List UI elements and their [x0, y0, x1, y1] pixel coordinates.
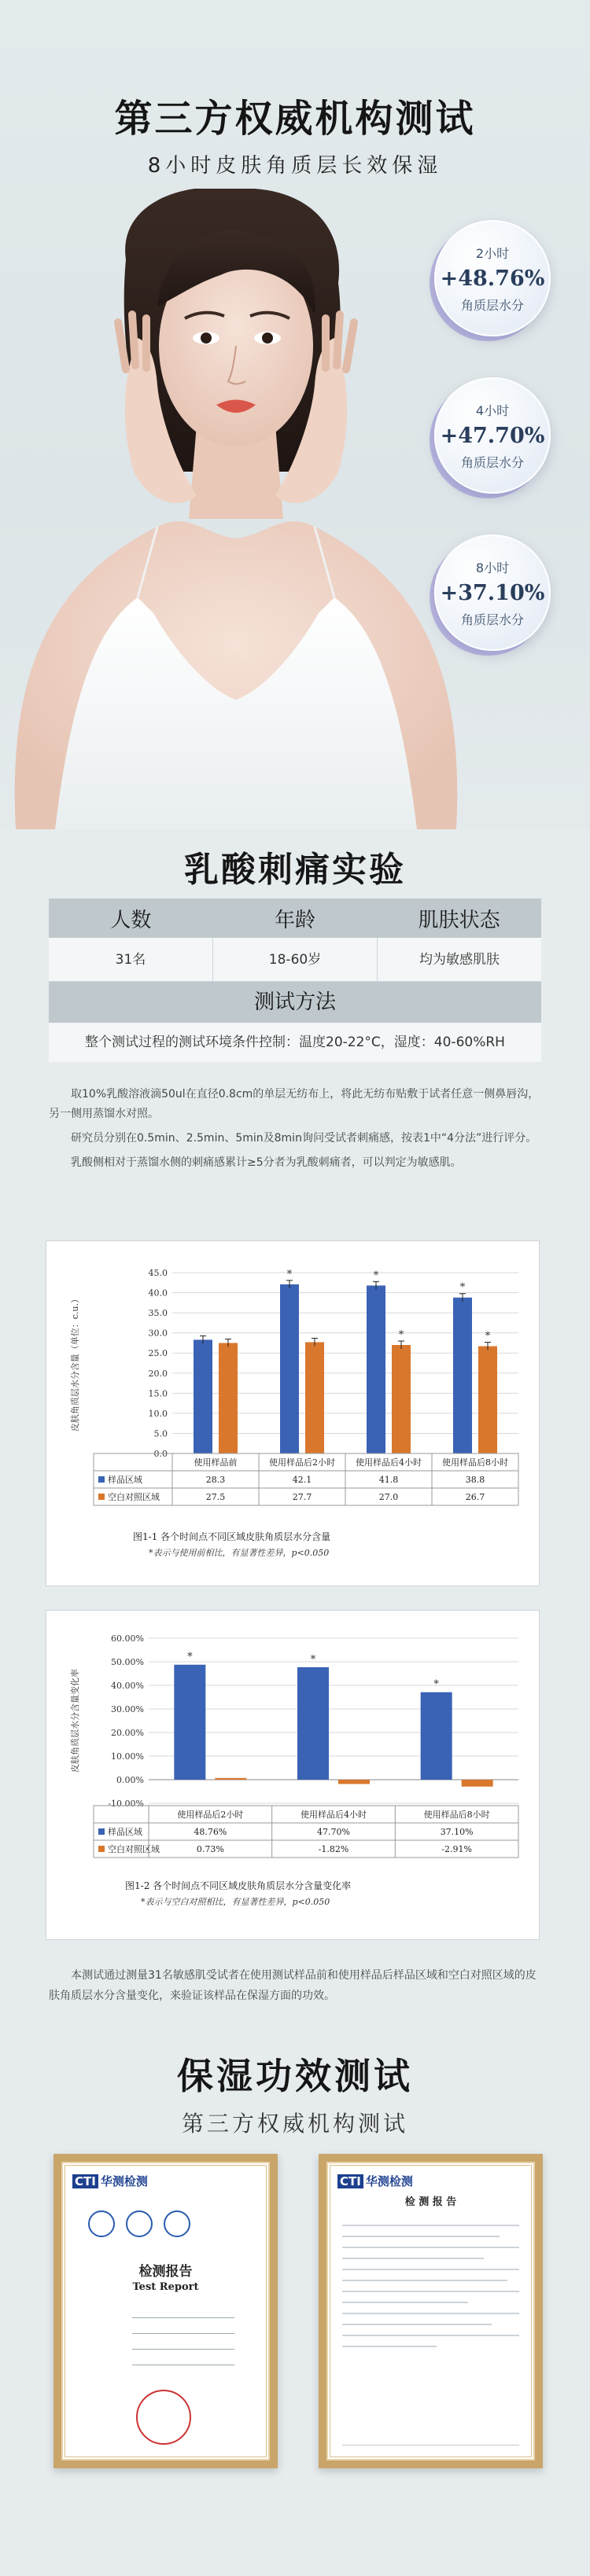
chart-card-change-rate [46, 1610, 540, 1940]
chart-caption: 图1-2 各个时间点不同区域皮肤角质层水分含量变化率 [125, 1880, 352, 1891]
moisture-title: 保湿功效测试 [177, 2055, 413, 2097]
text-line [342, 2225, 519, 2226]
report-cover-certificate [53, 2154, 278, 2468]
text-line [342, 2302, 468, 2303]
text-line [342, 2236, 500, 2237]
category-label: 使用样品后4小时 [301, 1810, 367, 1820]
model-portrait [0, 189, 464, 829]
bar-control [219, 1343, 238, 1453]
data-value-label: 27.5 [205, 1492, 226, 1502]
y-tick-label: 35.0 [148, 1308, 168, 1319]
data-value-label: 27.0 [378, 1492, 399, 1502]
y-tick-label: 25.0 [148, 1348, 168, 1359]
y-tick-label: 10.00% [111, 1751, 144, 1762]
significance-star: * [433, 1678, 439, 1691]
text-line [342, 2324, 492, 2325]
method-paragraph: 研究员分别在0.5min、2.5min、5min及8min询问受试者刺痛感，按表1中“4分法”进行评分。 [71, 1132, 537, 1145]
bubble-time: 4小时 [475, 403, 510, 418]
bubble-4h [434, 377, 551, 494]
table-row [49, 938, 541, 982]
category-label: 使用样品前 [194, 1457, 238, 1468]
category-label: 使用样品后4小时 [356, 1457, 422, 1468]
chart-caption: 图1-1 各个时间点不同区域皮肤角质层水分含量 [133, 1531, 331, 1542]
significance-star: * [373, 1270, 379, 1282]
y-tick-label: 0.00% [116, 1775, 144, 1785]
bar-control [338, 1780, 370, 1784]
summary-text: 本测试通过测量31名敏感肌受试者在使用测试样品前和使用样品后样品区域和空白对照区域的皮肤角质层水分含量变化，来验证该样品在保湿方面的功效。 [49, 1969, 537, 2002]
legend-swatch [98, 1828, 105, 1835]
legend-label: 空白对照区域 [108, 1844, 160, 1854]
bubble-time: 8小时 [475, 560, 510, 575]
header-age: 年龄 [275, 908, 316, 932]
data-value-label: 0.73% [196, 1844, 224, 1854]
chart-note: *表示与空白对照相比，有显著性差异，p<0.050 [141, 1897, 330, 1907]
category-label: 使用样品后2小时 [177, 1810, 244, 1820]
data-value-label: 28.3 [205, 1475, 226, 1485]
y-tick-label: 15.0 [148, 1388, 168, 1399]
cti-logo [72, 2173, 148, 2189]
cti-logo [337, 2173, 413, 2189]
bubble-value: +47.70% [440, 424, 545, 448]
text-line [342, 2247, 519, 2248]
moisture-change-rate-chart [46, 1611, 540, 1941]
text-line [342, 2280, 507, 2281]
y-tick-label: 60.00% [111, 1633, 144, 1644]
hero-section [0, 0, 590, 829]
report-title-en: Test Report [132, 2281, 199, 2293]
field-line [132, 2317, 234, 2318]
category-label: 使用样品后2小时 [269, 1457, 335, 1468]
y-tick-label: 0.0 [153, 1449, 168, 1459]
y-axis-title: 皮肤角质层水分含量（单位：c.u.） [70, 1294, 80, 1432]
cti-brand: 华测检测 [365, 2174, 413, 2188]
value-count: 31名 [115, 951, 146, 968]
text-line [342, 2258, 484, 2259]
bar-sample [194, 1339, 212, 1453]
text-line [342, 2291, 519, 2292]
significance-star: * [459, 1281, 466, 1294]
y-tick-label: 30.00% [111, 1704, 144, 1714]
hero-subtitle: 8小时皮肤角质层长效保湿 [147, 154, 443, 178]
report-title: 检测报告 [138, 2264, 193, 2280]
experiment-title: 乳酸刺痛实验 [184, 850, 406, 890]
y-tick-label: -10.00% [108, 1799, 144, 1809]
legend-label: 空白对照区域 [108, 1492, 160, 1502]
y-tick-label: 40.0 [148, 1288, 168, 1299]
data-value-label: 42.1 [292, 1475, 312, 1485]
red-stamp-icon [136, 2390, 191, 2445]
bar-control [478, 1347, 497, 1453]
cti-mark: CTI [72, 2174, 98, 2188]
legend-swatch [98, 1494, 105, 1500]
table-header-row [49, 898, 541, 938]
text-line [342, 2269, 519, 2270]
header-skin: 肌肤状态 [418, 908, 500, 932]
chart-note: *表示与使用前相比，有显著性差异，p<0.050 [149, 1548, 330, 1558]
header-count: 人数 [110, 908, 152, 932]
category-label: 使用样品后8小时 [423, 1810, 490, 1820]
bubble-value: +37.10% [440, 581, 545, 605]
bubble-2h [434, 220, 551, 336]
legend-swatch [98, 1476, 105, 1483]
cnas-seal-icon [126, 2210, 153, 2237]
bar-sample [367, 1285, 385, 1453]
data-value-label: 41.8 [378, 1475, 399, 1485]
y-axis-title: 皮肤角质层水分含量变化率 [70, 1669, 80, 1773]
bubble-value: +48.76% [440, 266, 545, 291]
method-description [49, 1085, 541, 1178]
bar-sample [174, 1665, 205, 1780]
bar-control [305, 1342, 324, 1453]
footer-line [342, 2445, 519, 2446]
significance-star: * [187, 1651, 193, 1663]
text-line [342, 2313, 519, 2314]
data-value-label: -2.91% [441, 1844, 473, 1854]
ilac-seal-icon [164, 2210, 190, 2237]
text-line [342, 2335, 519, 2336]
data-value-label: 37.10% [440, 1827, 474, 1837]
bubble-label: 角质层水分 [460, 612, 524, 627]
data-value-label: -1.82% [318, 1844, 349, 1854]
bubble-label: 角质层水分 [460, 455, 524, 470]
significance-star: * [485, 1330, 491, 1343]
significance-star: * [310, 1653, 316, 1666]
category-label: 使用样品后8小时 [442, 1457, 508, 1468]
cti-brand: 华测检测 [100, 2174, 148, 2188]
value-age: 18-60岁 [212, 938, 377, 982]
bar-control [392, 1345, 411, 1453]
y-tick-label: 10.0 [148, 1408, 168, 1419]
y-tick-label: 50.00% [111, 1657, 144, 1667]
data-value-label: 38.8 [465, 1475, 485, 1485]
method-title: 测试方法 [49, 982, 541, 1023]
bar-sample [280, 1284, 299, 1453]
significance-star: * [398, 1329, 404, 1341]
legend-label: 样品区域 [108, 1475, 142, 1485]
bar-control [215, 1778, 246, 1780]
cti-mark: CTI [337, 2174, 363, 2188]
certificate-inner-border [330, 2165, 532, 2457]
y-tick-label: 40.00% [111, 1681, 144, 1691]
method-conditions: 整个测试过程的测试环境条件控制：温度20-22°C，湿度：40-60%RH [49, 1023, 541, 1062]
chart-card-moisture [46, 1240, 540, 1586]
bubble-time: 2小时 [475, 246, 510, 261]
method-paragraph: 乳酸侧相对于蒸馏水侧的刺痛感累计≥5分者为乳酸刺痛者，可以判定为敏感肌。 [71, 1156, 462, 1169]
text-line [342, 2346, 437, 2347]
bubble-8h [434, 535, 551, 651]
data-value-label: 26.7 [465, 1492, 485, 1502]
report-page-certificate [319, 2154, 543, 2468]
bar-control [462, 1780, 493, 1787]
bubble-label: 角质层水分 [460, 298, 524, 313]
y-tick-label: 30.0 [148, 1328, 168, 1339]
value-skin: 均为敏感肌肤 [377, 938, 541, 982]
data-value-label: 27.7 [292, 1492, 312, 1502]
cma-seal-icon [88, 2210, 115, 2237]
moisture-subtitle: 第三方权威机构测试 [181, 2111, 408, 2137]
legend-swatch [98, 1846, 105, 1852]
field-line [132, 2333, 234, 2334]
y-tick-label: 45.0 [148, 1268, 168, 1278]
y-tick-label: 20.0 [148, 1368, 168, 1379]
field-line [132, 2349, 234, 2350]
bar-sample [297, 1667, 329, 1780]
bar-sample [453, 1298, 472, 1453]
subject-info-table [49, 898, 541, 1062]
moisture-content-chart [46, 1241, 540, 1587]
data-value-label: 47.70% [317, 1827, 350, 1837]
y-tick-label: 20.00% [111, 1728, 144, 1738]
method-paragraph: 取10%乳酸溶液滴50ul在直径0.8cm的单层无纺布上，将此无纺布贴敷于试者任意一侧鼻唇沟，另一侧用蒸馏水对照。 [49, 1088, 540, 1120]
hero-title: 第三方权威机构测试 [114, 97, 476, 141]
legend-label: 样品区域 [108, 1827, 142, 1837]
y-tick-label: 5.0 [153, 1428, 168, 1439]
bar-sample [421, 1692, 452, 1780]
page-title: 检 测 报 告 [404, 2196, 457, 2208]
data-value-label: 48.76% [194, 1827, 227, 1837]
significance-star: * [286, 1268, 293, 1281]
